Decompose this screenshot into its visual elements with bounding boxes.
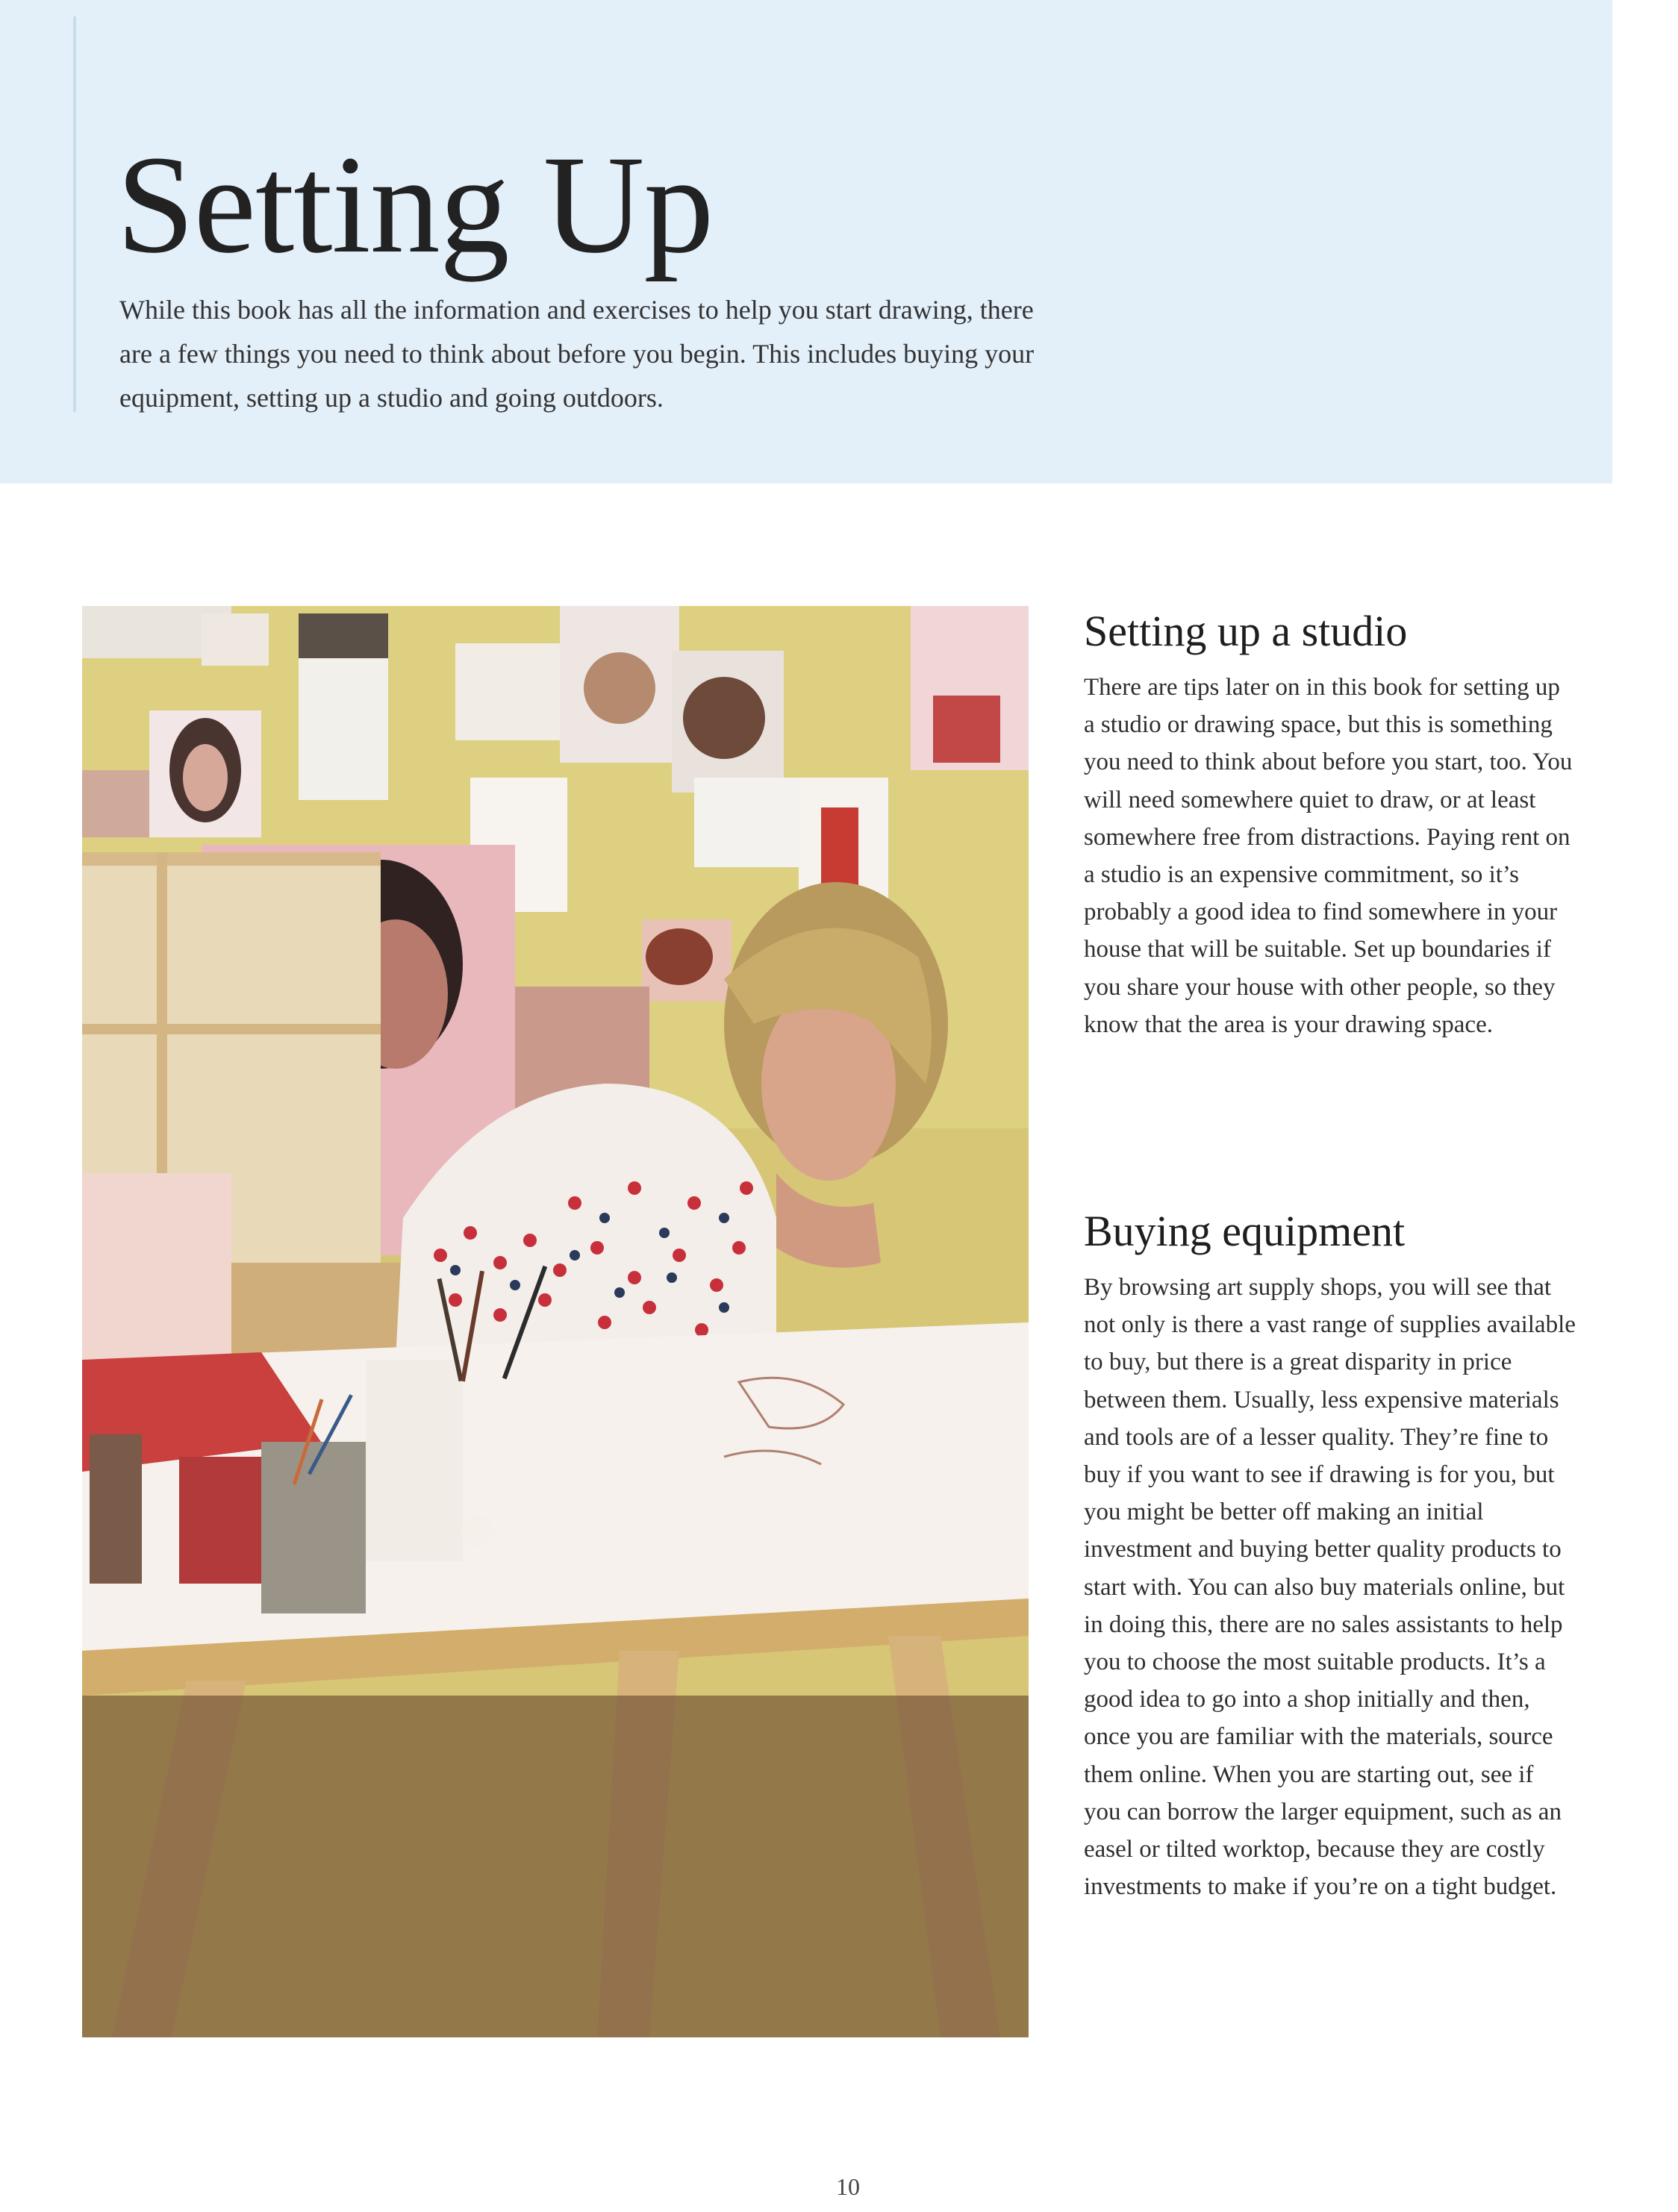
studio-photo	[82, 606, 1029, 2037]
page-number: 10	[836, 2173, 860, 2200]
section-body-studio: There are tips later on in this book for setting up a studio or drawing space, but this is something you need to think about before you start, too. You will need somewhere quiet to draw, or at least somewhere free from distractions. Paying rent on a studio is an expensive commitment, so it’s probably a good idea to find somewhere in your house that will be suitable. Set up boundaries if you share your house with other people, so they know that the area is your drawing space.	[1084, 674, 1573, 1038]
studio-illustration	[82, 606, 1029, 2037]
header-rule	[73, 16, 76, 412]
section-body-equipment: By browsing art supply shops, you will see that not only is there a vast range of supplies available to buy, but there is a great disparity in price between them. Usually, less expensive materials and tools are of a lesser quality. They’re fine to buy if you want to see if drawing is for you, but you might be better off making an initial investment and buying better quality products to start with. You can also buy materials online, but in doing this, there are no sales assistants to help you to choose the most suitable products. It’s a good idea to go into a shop initially and then, once you are familiar with the materials, source them online. When you are starting out, see if you can borrow the larger equipment, such as an easel or tilted worktop, because they are costly investments to make if you’re on a tight budget.	[1084, 1274, 1576, 1901]
intro-paragraph: While this book has all the information and exercises to help you start drawing, there are a few things you need to think about before you begin. This includes buying your equipment, setting up a studio and going outdoors.	[119, 295, 1035, 413]
section-heading-equipment: Buying equipment	[1084, 1207, 1406, 1255]
section-heading-studio: Setting up a studio	[1084, 607, 1408, 655]
page-title: Setting Up	[116, 126, 714, 282]
